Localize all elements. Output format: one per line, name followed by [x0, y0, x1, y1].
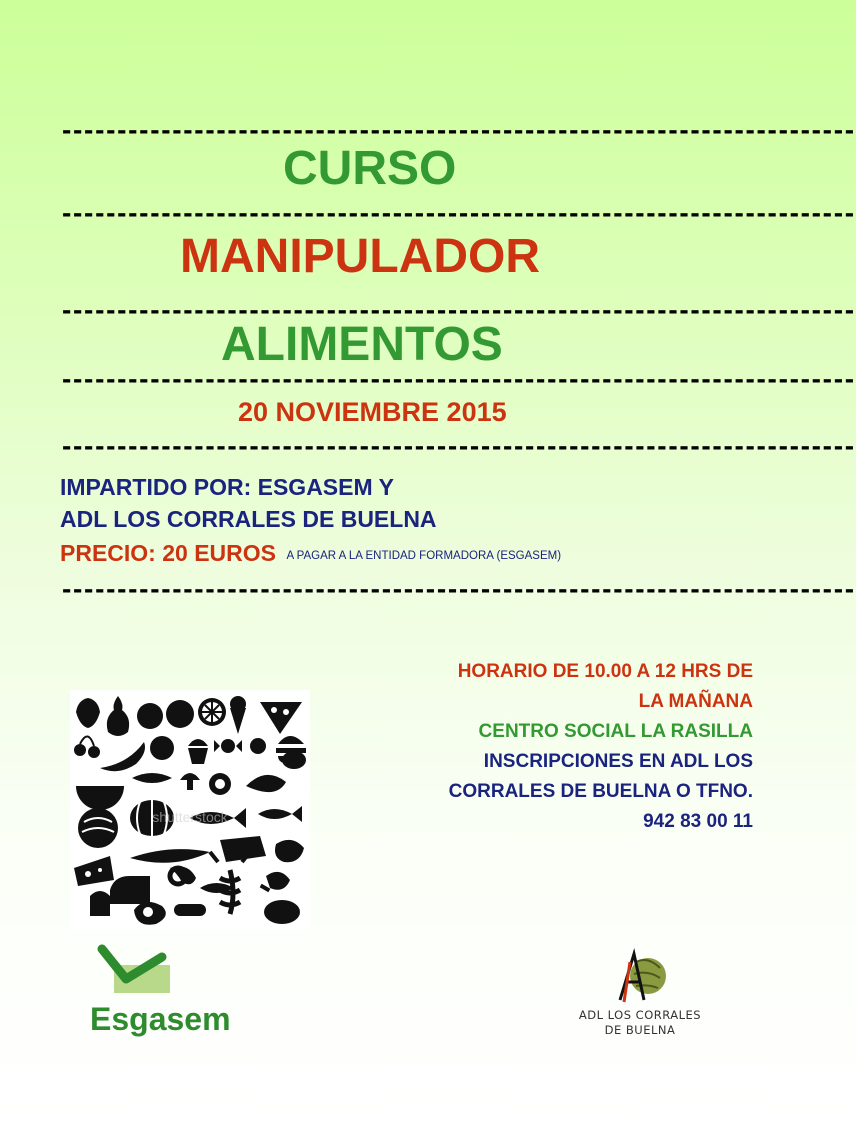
- dashed-separator: ------------------------------------------------------------------------: [62, 114, 856, 145]
- dashed-separator: ------------------------------------------------------------------------: [62, 363, 856, 394]
- title-curso: CURSO: [283, 142, 457, 195]
- dashed-separator: ------------------------------------------------------------------------: [62, 573, 856, 604]
- price-label: PRECIO: 20 EUROS: [60, 540, 276, 566]
- price-note: A PAGAR A LA ENTIDAD FORMADORA (ESGASEM): [286, 550, 562, 562]
- esgasem-logo-text: Esgasem: [90, 1001, 231, 1037]
- adl-logo: [560, 950, 720, 1050]
- adl-logo-text-line1: ADL LOS CORRALES: [578, 1008, 702, 1022]
- esgasem-logo: [90, 943, 250, 1037]
- details-block: [333, 657, 753, 837]
- signup-line1: INSCRIPCIONES EN ADL LOS: [483, 751, 753, 772]
- checkmark-icon: [90, 943, 250, 993]
- dashed-separator: ------------------------------------------------------------------------: [62, 294, 856, 325]
- food-icons-collage: [70, 690, 310, 930]
- food-icons-image: [70, 690, 310, 930]
- imparted-by-line1: IMPARTIDO POR: ESGASEM Y: [60, 474, 394, 500]
- dashed-separator: ------------------------------------------------------------------------: [62, 197, 856, 228]
- adl-logo-text-line2: DE BUELNA: [604, 1023, 676, 1037]
- imparted-by-line2: ADL LOS CORRALES DE BUELNA: [60, 506, 437, 532]
- course-date: 20 NOVIEMBRE 2015: [238, 397, 507, 427]
- schedule-line2: LA MAÑANA: [638, 691, 753, 712]
- image-watermark: shutterstock: [152, 809, 228, 825]
- dashed-separator: ------------------------------------------------------------------------: [62, 430, 856, 461]
- phone-number: 942 83 00 11: [643, 811, 753, 832]
- signup-line2: CORRALES DE BUELNA O TFNO.: [448, 781, 753, 802]
- price-row: [60, 540, 561, 567]
- venue-line: CENTRO SOCIAL LA RASILLA: [478, 721, 753, 742]
- adl-emblem-icon: [610, 950, 670, 1008]
- title-alimentos: ALIMENTOS: [221, 318, 503, 371]
- schedule-line1: HORARIO DE 10.00 A 12 HRS DE: [457, 661, 753, 682]
- title-manipulador: MANIPULADOR: [180, 230, 540, 283]
